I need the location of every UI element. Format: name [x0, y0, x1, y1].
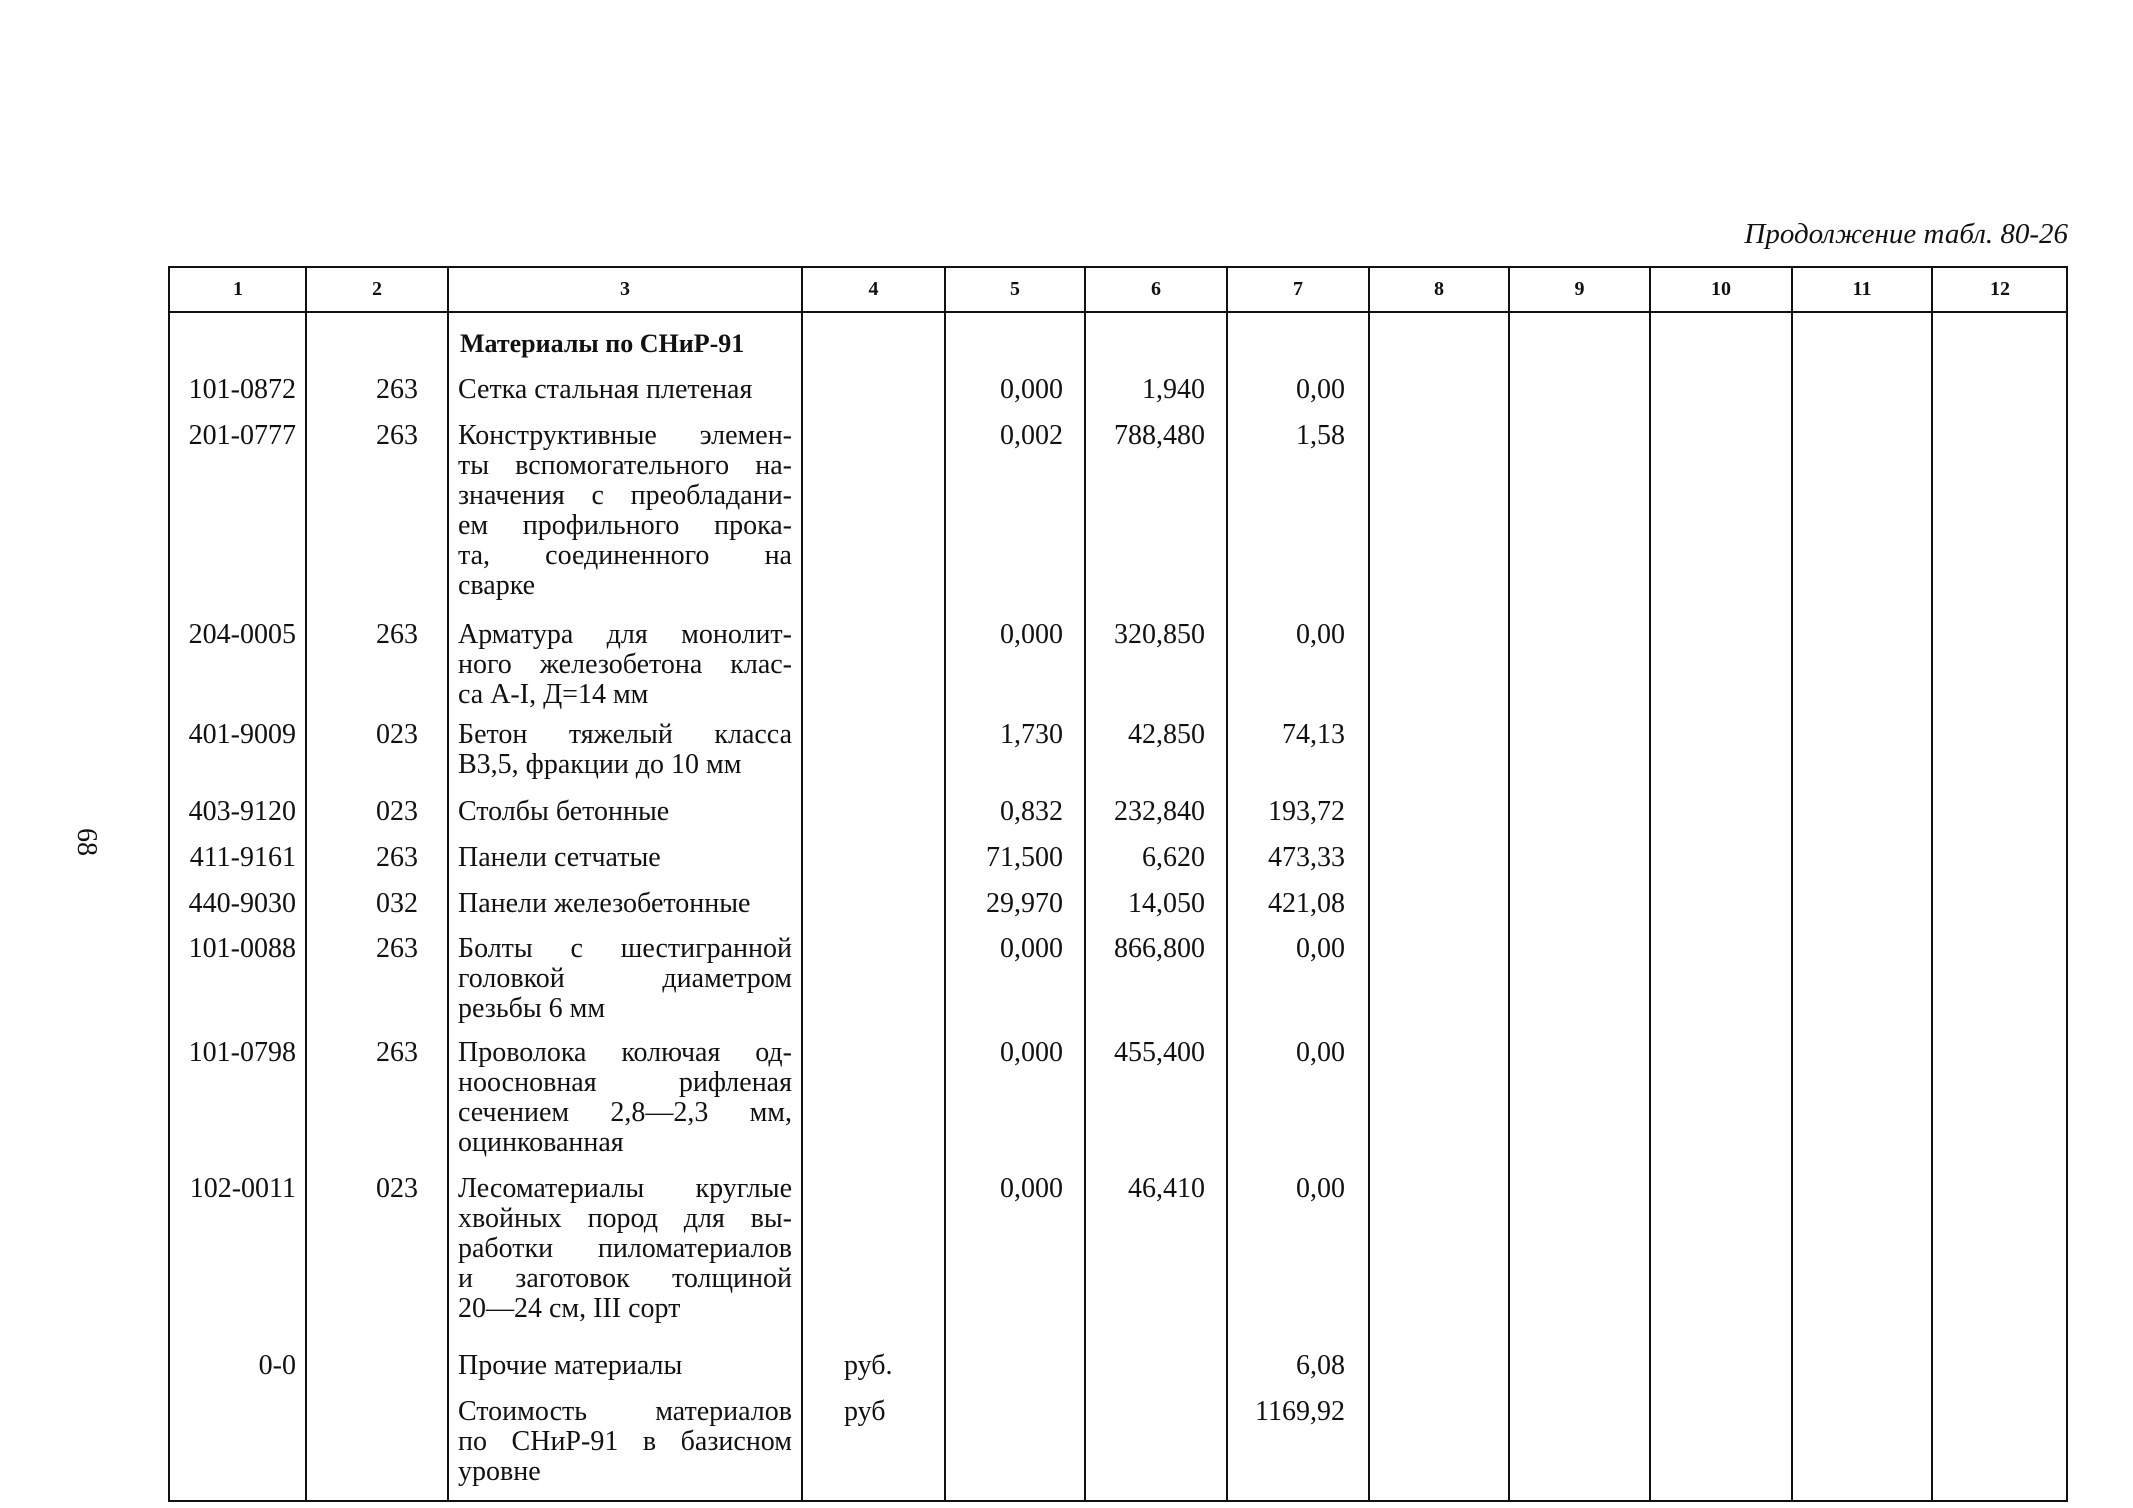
column-divider [447, 268, 449, 1500]
price-value: 42,850 [1128, 719, 1205, 750]
resource-name-line: Конструктивные элемен- [458, 420, 792, 451]
resource-name-line: ноосновная рифленая [458, 1067, 792, 1098]
column-header-4: 4 [868, 278, 879, 300]
section-title: Материалы по СНиР-91 [460, 329, 745, 358]
resource-name [458, 720, 792, 780]
table-caption: Продолжение табл. 80-26 [1744, 218, 2068, 250]
price-value: 320,850 [1114, 619, 1205, 650]
resource-name [458, 1351, 792, 1381]
column-divider [944, 268, 946, 1500]
resource-name-line: сварке [458, 570, 536, 601]
column-header-8: 8 [1434, 278, 1444, 300]
resource-name-line: 20—24 см, III сорт [458, 1293, 681, 1324]
resource-name-line: ты вспомогательного на- [458, 450, 792, 481]
column-divider [305, 268, 307, 1500]
unit-code: 263 [376, 1037, 418, 1068]
column-divider [1791, 268, 1793, 1500]
price-value: 1,940 [1142, 374, 1205, 405]
resource-code: 102-0011 [189, 1173, 296, 1204]
unit-of-measure: руб. [844, 1350, 893, 1381]
resource-name-line: сечением 2,8—2,3 мм, [458, 1097, 792, 1128]
resource-name [458, 797, 792, 827]
column-divider [1368, 268, 1370, 1500]
cost-value: 0,00 [1296, 933, 1345, 964]
resource-name-line: Панели сетчатые [458, 842, 661, 873]
cost-value: 0,00 [1296, 374, 1345, 405]
column-divider [1931, 268, 1933, 1500]
resource-code: 101-0088 [188, 933, 296, 964]
resource-code: 403-9120 [188, 796, 296, 827]
quantity-value: 71,500 [986, 842, 1063, 873]
column-header-6: 6 [1151, 278, 1161, 300]
unit-code: 263 [376, 374, 418, 405]
cost-value: 0,00 [1296, 1037, 1345, 1068]
resource-name-line: хвойных пород для вы- [458, 1203, 792, 1234]
resource-name-line: резьбы 6 мм [458, 993, 606, 1024]
cost-value: 74,13 [1282, 719, 1345, 750]
column-header-11: 11 [1852, 278, 1872, 300]
column-header-9: 9 [1574, 278, 1585, 300]
cost-value: 1,58 [1296, 420, 1345, 451]
cost-value: 421,08 [1268, 888, 1345, 919]
resource-name-line: Стоимость материалов [458, 1396, 792, 1427]
cost-value: 1169,92 [1255, 1396, 1345, 1427]
quantity-value: 29,970 [986, 888, 1063, 919]
resource-name-line: по СНиР-91 в базисном [458, 1426, 792, 1457]
resource-name-line: и заготовок толщиной [458, 1263, 792, 1294]
resource-name-line: оцинкованная [458, 1127, 624, 1158]
resource-code: 411-9161 [189, 842, 296, 873]
resource-name-line: Лесоматериалы круглые [458, 1173, 792, 1204]
unit-code: 263 [376, 420, 418, 451]
unit-code: 023 [376, 719, 418, 750]
unit-of-measure: руб [844, 1396, 886, 1427]
column-divider [1508, 268, 1510, 1500]
quantity-value: 1,730 [1000, 719, 1063, 750]
unit-code: 263 [376, 933, 418, 964]
resource-name [458, 1038, 792, 1158]
materials-table [168, 266, 2068, 1502]
resource-name-line: В3,5, фракции до 10 мм [458, 749, 742, 780]
price-value: 788,480 [1114, 420, 1205, 451]
price-value: 866,800 [1114, 933, 1205, 964]
unit-code: 023 [376, 1173, 418, 1204]
column-divider [1084, 268, 1086, 1500]
cost-value: 0,00 [1296, 1173, 1345, 1204]
resource-name-line: Панели железобетонные [458, 888, 751, 919]
resource-code: 0-0 [258, 1350, 296, 1381]
quantity-value: 0,000 [1000, 933, 1063, 964]
resource-name [458, 620, 792, 710]
column-header-2: 2 [372, 278, 382, 300]
resource-name [458, 843, 792, 873]
resource-code: 440-9030 [188, 888, 296, 919]
table-header-row [170, 268, 2066, 313]
resource-code: 204-0005 [188, 619, 296, 650]
column-divider [1649, 268, 1651, 1500]
price-value: 46,410 [1128, 1173, 1205, 1204]
resource-name-line: Проволока колючая од- [458, 1037, 792, 1068]
resource-code: 401-9009 [188, 719, 296, 750]
resource-name [458, 375, 792, 405]
unit-code: 263 [376, 619, 418, 650]
resource-name-line: Бетон тяжелый класса [458, 719, 792, 750]
resource-name [458, 421, 792, 601]
unit-code: 023 [376, 796, 418, 827]
price-value: 232,840 [1114, 796, 1205, 827]
resource-name-line: та, соединенного на [458, 540, 792, 571]
cost-value: 473,33 [1268, 842, 1345, 873]
price-value: 455,400 [1114, 1037, 1205, 1068]
quantity-value: 0,832 [1000, 796, 1063, 827]
price-value: 6,620 [1142, 842, 1205, 873]
page-number: 68 [71, 828, 102, 856]
column-divider [801, 268, 803, 1500]
resource-name [458, 889, 792, 919]
column-header-12: 12 [1990, 278, 2010, 300]
column-header-3: 3 [620, 278, 630, 300]
resource-name-line: Болты с шестигранной [458, 933, 792, 964]
resource-name-line: головкой диаметром [458, 963, 792, 994]
resource-name-line: ного железобетона клас- [458, 649, 792, 680]
column-header-7: 7 [1293, 278, 1303, 300]
column-header-10: 10 [1711, 278, 1731, 300]
resource-name-line: Сетка стальная плетеная [458, 374, 753, 405]
resource-name [458, 934, 792, 1024]
resource-name [458, 1397, 792, 1487]
resource-name-line: значения с преобладани- [458, 480, 792, 511]
resource-name-line: уровне [458, 1456, 541, 1487]
resource-code: 101-0798 [188, 1037, 296, 1068]
resource-code: 201-0777 [188, 420, 296, 451]
quantity-value: 0,002 [1000, 420, 1063, 451]
resource-name-line: ем профильного прока- [458, 510, 792, 541]
quantity-value: 0,000 [1000, 619, 1063, 650]
quantity-value: 0,000 [1000, 1173, 1063, 1204]
quantity-value: 0,000 [1000, 1037, 1063, 1068]
unit-code: 032 [376, 888, 418, 919]
unit-code: 263 [376, 842, 418, 873]
quantity-value: 0,000 [1000, 374, 1063, 405]
cost-value: 6,08 [1296, 1350, 1345, 1381]
resource-name-line: Столбы бетонные [458, 796, 670, 827]
resource-name-line: Прочие материалы [458, 1350, 683, 1381]
column-header-1: 1 [233, 278, 243, 300]
column-divider [1226, 268, 1228, 1500]
cost-value: 0,00 [1296, 619, 1345, 650]
resource-name-line: са А-I, Д=14 мм [458, 679, 649, 710]
resource-name [458, 1174, 792, 1324]
cost-value: 193,72 [1268, 796, 1345, 827]
resource-name-line: работки пиломатериалов [458, 1233, 792, 1264]
resource-code: 101-0872 [188, 374, 296, 405]
price-value: 14,050 [1128, 888, 1205, 919]
column-header-5: 5 [1010, 278, 1020, 300]
resource-name-line: Арматура для монолит- [458, 619, 792, 650]
